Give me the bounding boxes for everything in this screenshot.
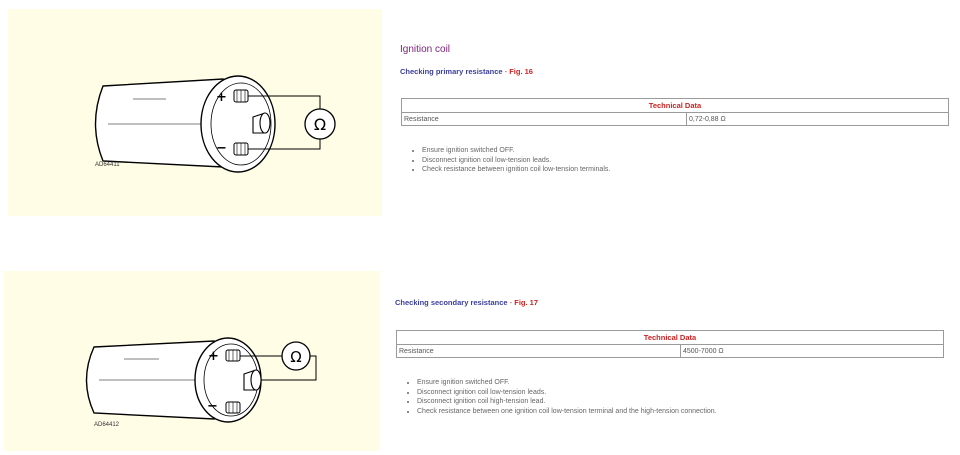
ohm-meter-label: Ω bbox=[290, 348, 302, 366]
figure-17-illustration bbox=[4, 271, 380, 451]
figure-17-code: AD64412 bbox=[94, 422, 120, 428]
list-item: • Check resistance between ignition coil low-tension terminals. bbox=[422, 165, 610, 175]
minus-label: − bbox=[216, 141, 227, 156]
list-item: • Disconnect ignition coil low-tension leads. bbox=[417, 388, 717, 398]
secondary-heading-separator: - bbox=[507, 298, 515, 307]
table-header: Technical Data bbox=[397, 331, 944, 345]
minus-label: − bbox=[207, 399, 218, 414]
figure-16-code: AD64411 bbox=[95, 162, 120, 168]
plus-label: + bbox=[208, 349, 219, 364]
primary-heading-text: Checking primary resistance bbox=[400, 67, 503, 76]
table-header: Technical Data bbox=[402, 99, 949, 113]
ignition-coil-secondary-diagram bbox=[4, 271, 380, 451]
primary-steps-list bbox=[409, 146, 610, 175]
list-item: • Ensure ignition switched OFF. bbox=[422, 146, 610, 156]
primary-technical-data-table bbox=[401, 98, 949, 126]
ignition-coil-primary-diagram bbox=[8, 9, 382, 216]
resistance-value-cell: 0,72-0,88 Ω bbox=[687, 113, 949, 126]
secondary-heading-text: Checking secondary resistance bbox=[395, 298, 508, 307]
page-title: Ignition coil bbox=[400, 44, 451, 55]
table-row bbox=[397, 345, 944, 358]
secondary-steps-list bbox=[404, 378, 717, 416]
resistance-label-cell: Resistance bbox=[397, 345, 681, 358]
list-item: • Disconnect ignition coil low-tension leads. bbox=[422, 156, 610, 166]
resistance-label-cell: Resistance bbox=[402, 113, 687, 126]
figure-16-illustration bbox=[8, 9, 382, 216]
secondary-resistance-heading bbox=[395, 298, 538, 307]
plus-label: + bbox=[216, 90, 227, 105]
list-item: • Disconnect ignition coil high-tension lead. bbox=[417, 397, 717, 407]
table-row bbox=[402, 113, 949, 126]
primary-heading-separator: - bbox=[502, 67, 510, 76]
ohm-meter-label: Ω bbox=[313, 115, 327, 134]
secondary-technical-data-table bbox=[396, 330, 944, 358]
list-item: • Check resistance between one ignition coil low-tension terminal and the high-tension connection. bbox=[417, 407, 717, 417]
secondary-fig-link[interactable]: Fig. 17 bbox=[514, 298, 538, 307]
primary-fig-link[interactable]: Fig. 16 bbox=[509, 67, 533, 76]
resistance-value-cell: 4500-7000 Ω bbox=[681, 345, 944, 358]
list-item: • Ensure ignition switched OFF. bbox=[417, 378, 717, 388]
primary-resistance-heading bbox=[400, 67, 533, 76]
